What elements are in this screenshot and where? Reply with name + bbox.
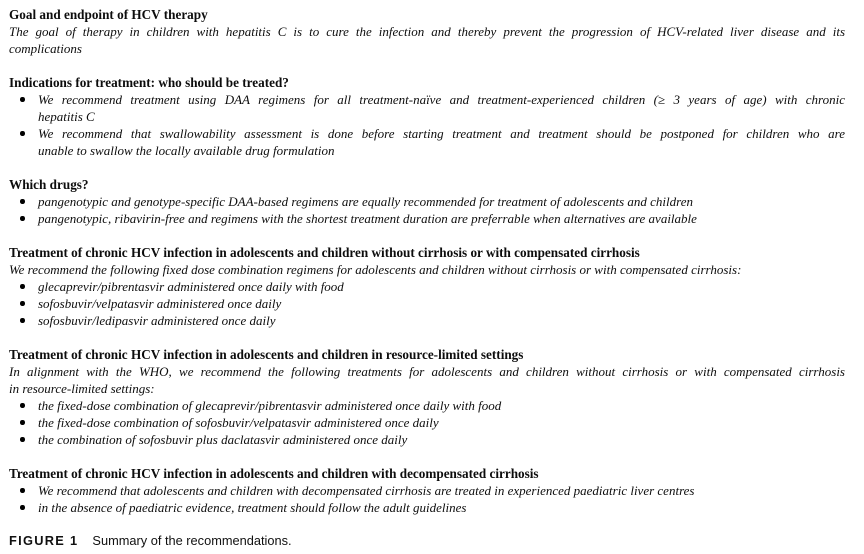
bullet-icon — [20, 318, 25, 323]
section-indications — [9, 74, 845, 159]
bullet-text — [38, 125, 845, 159]
bullet-line: We recommend treatment using DAA regimens for all treatment-naïve and treatment-experienced children (≥ 3 years of age) with chronic — [38, 92, 845, 107]
figure-caption-text: Summary of the recommendations. — [92, 533, 292, 548]
bullet-icon — [20, 216, 25, 221]
bullet-text — [38, 91, 845, 125]
paragraph-line: complications — [9, 41, 82, 56]
bullet-text — [38, 295, 845, 312]
bullet-text — [38, 482, 845, 499]
list-item — [9, 295, 845, 312]
bullet-icon — [20, 505, 25, 510]
bullet-line: sofosbuvir/velpatasvir administered once daily — [38, 296, 282, 311]
bullet-text — [38, 278, 845, 295]
section-heading: Which drugs? — [9, 177, 89, 192]
section-heading: Treatment of chronic HCV infection in adolescents and children in resource-limited settings — [9, 347, 524, 362]
bullet-icon — [20, 403, 25, 408]
section-decompensated — [9, 465, 845, 516]
section-goal — [9, 6, 845, 57]
bullet-line: in the absence of paediatric evidence, treatment should follow the adult guidelines — [38, 500, 467, 515]
bullet-icon — [20, 301, 25, 306]
bullet-text — [38, 312, 845, 329]
bullet-line: the fixed-dose combination of glecaprevir/pibrentasvir administered once daily with food — [38, 398, 502, 413]
paragraph-line: In alignment with the WHO, we recommend the following treatments for adolescents and children without cirrhosis or with compensated cirrhosis — [9, 364, 845, 379]
bullet-line: glecaprevir/pibrentasvir administered once daily with food — [38, 279, 344, 294]
bullet-line: the fixed-dose combination of sofosbuvir/velpatasvir administered once daily — [38, 415, 439, 430]
bullet-icon — [20, 437, 25, 442]
bullet-line: We recommend that swallowability assessment is done before starting treatment and treatment should be postponed for children who are — [38, 126, 845, 141]
list-item — [9, 312, 845, 329]
list-item — [9, 414, 845, 431]
list-item — [9, 499, 845, 516]
list-item — [9, 431, 845, 448]
list-item — [9, 482, 845, 499]
bullet-text — [38, 499, 845, 516]
bullet-text — [38, 193, 845, 210]
bullet-line: pangenotypic and genotype-specific DAA-based regimens are equally recommended for treatment of adolescents and children — [38, 194, 694, 209]
bullet-icon — [20, 488, 25, 493]
bullet-line: the combination of sofosbuvir plus daclatasvir administered once daily — [38, 432, 408, 447]
list-item — [9, 278, 845, 295]
paragraph-line: in resource-limited settings: — [9, 381, 155, 396]
bullet-text — [38, 210, 845, 227]
section-paragraph — [9, 23, 845, 57]
bullet-line: sofosbuvir/ledipasvir administered once daily — [38, 313, 276, 328]
bullet-icon — [20, 97, 25, 102]
section-resource-limited — [9, 346, 845, 448]
list-item — [9, 125, 845, 159]
section-heading: Goal and endpoint of HCV therapy — [9, 7, 208, 22]
section-heading: Treatment of chronic HCV infection in adolescents and children without cirrhosis or with compensated cirrhosis — [9, 245, 640, 260]
bullet-icon — [20, 199, 25, 204]
bullet-line: pangenotypic, ribavirin-free and regimens with the shortest treatment duration are preferrable when alternatives are available — [38, 211, 697, 226]
paragraph-line: We recommend the following fixed dose combination regimens for adolescents and children without cirrhosis or with compensated cirrhosis: — [9, 262, 742, 277]
bullet-text — [38, 414, 845, 431]
list-item — [9, 210, 845, 227]
section-heading: Treatment of chronic HCV infection in adolescents and children with decompensated cirrhosis — [9, 466, 539, 481]
list-item — [9, 397, 845, 414]
list-item — [9, 193, 845, 210]
bullet-line: unable to swallow the locally available drug formulation — [38, 143, 335, 158]
section-paragraph — [9, 261, 845, 278]
bullet-text — [38, 397, 845, 414]
section-heading: Indications for treatment: who should be treated? — [9, 75, 289, 90]
figure-caption-label: FIGURE 1 — [9, 533, 79, 548]
bullet-text — [38, 431, 845, 448]
bullet-icon — [20, 420, 25, 425]
section-compensated — [9, 244, 845, 329]
figure-caption — [9, 533, 845, 549]
section-paragraph — [9, 363, 845, 397]
list-item — [9, 91, 845, 125]
paragraph-line: The goal of therapy in children with hepatitis C is to cure the infection and thereby prevent the progression of HCV-related liver disease and its — [9, 24, 845, 39]
section-which-drugs — [9, 176, 845, 227]
bullet-icon — [20, 131, 25, 136]
bullet-icon — [20, 284, 25, 289]
bullet-line: We recommend that adolescents and children with decompensated cirrhosis are treated in experienced paediatric liver centres — [38, 483, 695, 498]
bullet-line: hepatitis C — [38, 109, 95, 124]
